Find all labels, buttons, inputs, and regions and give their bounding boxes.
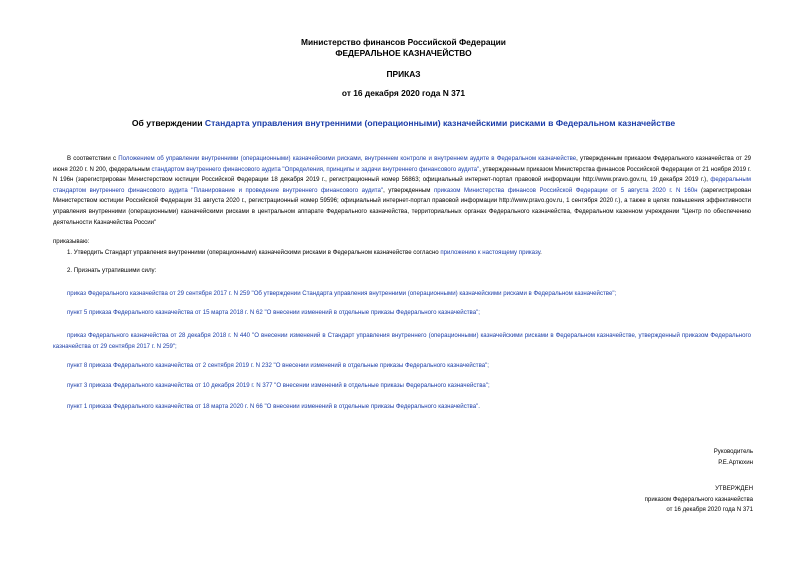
order-word: приказываю: bbox=[53, 238, 90, 245]
preamble-text-2: , утвержденным приказом Федерального казначейства от 29 июня 2020 г. N 200, федеральным bbox=[53, 155, 751, 173]
regulation-link[interactable]: Положением об управлении внутренними (операционными) казначейскими рисками, внутреннем контроле и внутреннем аудите в Федеральном казначействе bbox=[118, 155, 577, 162]
repealed-order-6-link[interactable]: пункт 1 приказа Федерального казначейства от 18 марта 2020 г. N 66 "О внесении изменений в отдельные приказы Федерального казначейства". bbox=[67, 403, 480, 410]
preamble-paragraph bbox=[53, 154, 751, 228]
standard-title-link[interactable]: Стандарта управления внутренними (операционными) казначейскими рисками в Федеральном казначействе bbox=[204, 118, 676, 128]
approved-line-2: от 16 декабря 2020 года N 371 bbox=[666, 506, 753, 514]
treasury-name: ФЕДЕРАЛЬНОЕ КАЗНАЧЕЙСТВО bbox=[335, 48, 472, 58]
ministry-name: Министерство финансов Российской Федерации bbox=[301, 37, 506, 47]
appendix-link[interactable]: приложению к настоящему приказу bbox=[440, 249, 541, 256]
repealed-order-2-link[interactable]: пункт 5 приказа Федерального казначейства от 15 марта 2018 г. N 62 "О внесении изменений в отдельные приказы Федерального казначейства"; bbox=[67, 309, 480, 316]
order-heading: ПРИКАЗ bbox=[386, 69, 421, 79]
signer-name: Р.Е.Артюхин bbox=[718, 458, 753, 466]
item-1-end: . bbox=[540, 249, 542, 256]
preamble-text-3: , утвержденным приказом Министерства финансов Российской Федерации от 21 ноября 2019 г. N 196н (зарегистрирован Министерством юстиции Российской Федерации 18 декабря 2019 г., регистрационный номер 56863; официальный интернет-портал правовой информации http://www.pravo.gov.ru, 19 декабря 2019 г.), bbox=[53, 165, 751, 184]
repealed-order-3-link[interactable]: приказ Федерального казначейства от 28 декабря 2018 г. N 440 "О внесении изменений в Стандарт управления внутреннего (операционными) казначейскими рисками в Федеральном казначействе, утвержденный приказом Федерального казначейства от 29 сентября 2017 г. N 259"; bbox=[53, 332, 751, 350]
signature-block bbox=[714, 447, 753, 468]
item-1-text: 1. Утвердить Стандарт управления внутренними (операционными) казначейскими рисками в Федеральном казначействе согласно bbox=[67, 249, 441, 256]
audit-standard-planning-link[interactable]: федеральным стандартом внутреннего финансового аудита "Планирование и проведение внутреннего финансового аудита" bbox=[53, 176, 751, 194]
preamble-text-1: В соответствии с bbox=[67, 155, 119, 162]
repealed-order-5-link[interactable]: пункт 3 приказа Федерального казначейства от 10 декабря 2019 г. N 377 "О внесении изменений в отдельные приказы Федерального казначейства"; bbox=[67, 382, 490, 389]
item-2: 2. Признать утратившими силу: bbox=[67, 267, 157, 274]
minfin-order-link[interactable]: приказом Министерства финансов Российской Федерации от 5 августа 2020 г. N 160н bbox=[433, 186, 698, 194]
approved-line-1: приказом Федерального казначейства bbox=[644, 495, 753, 503]
preamble-text-5: (зарегистрирован Министерством юстиции Российской Федерации 31 августа 2020 г., регистрационный номер 59596; официальный интернет-портал правовой информации http://www.pravo.gov.ru, 1 сентября 2020 г.), а также в целях повышения эффективности управления внутренними (операционными) казначейскими рисками в центральном аппарате Федерального казначейства, территориальных органах Федерального казначейства, Федеральном казенном учреждении "Центр по обеспечению деятельности Казначейства России" bbox=[53, 186, 752, 226]
preamble-text-4: , утвержденным bbox=[383, 186, 434, 194]
signer-role: Руководитель bbox=[713, 448, 753, 455]
repealed-order-1-link[interactable]: приказ Федерального казначейства от 29 сентября 2017 г. N 259 "Об утверждении Стандарта управления внутренними (операционными) казначейскими рисками в Федеральном казначействе"; bbox=[67, 290, 617, 297]
item-1 bbox=[67, 248, 542, 259]
order-title-prefix: Об утверждении bbox=[131, 118, 205, 128]
order-title bbox=[0, 118, 807, 128]
approved-word: УТВЕРЖДЕН bbox=[715, 485, 753, 492]
approval-block bbox=[645, 484, 753, 516]
repealed-order-4-link[interactable]: пункт 8 приказа Федерального казначейства от 2 сентября 2019 г. N 232 "О внесении изменений в отдельные приказы Федерального казначейства"; bbox=[67, 362, 490, 369]
audit-standard-definitions-link[interactable]: стандартом внутреннего финансового аудита "Определения, принципы и задачи внутреннего финансового аудита" bbox=[151, 165, 480, 173]
order-date: от 16 декабря 2020 года N 371 bbox=[341, 88, 466, 98]
